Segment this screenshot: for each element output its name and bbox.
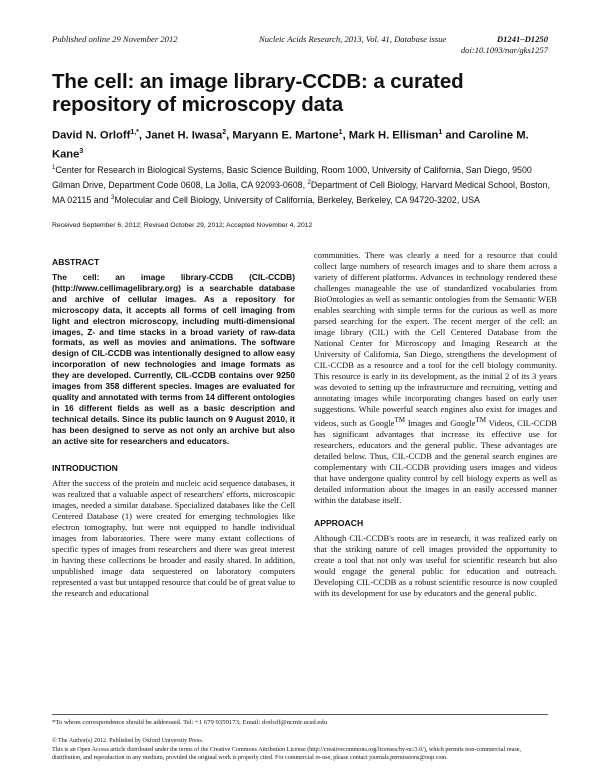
author-affiliation-mark: 2	[222, 129, 227, 136]
affiliation-text: Center for Research in Biological Systems, Basic Science Building, Room 1000, University of California, San Diego, 9500 Gilman Drive, Department Code 0608, La Jolla, CA 92093-0608,	[52, 164, 532, 190]
author-separator: ,	[226, 129, 233, 142]
footnote-divider	[52, 714, 548, 715]
introduction-continuation	[314, 250, 557, 506]
author-separator: ,	[342, 129, 349, 142]
page-range: D1241–D1250	[496, 34, 548, 44]
approach-text: Although CIL-CCDB's roots are in research, it was realized early on that the striking nature of cell images provided the opportunity to create a tool that not only was useful for scientific research but also would engage the general public for education and outreach. Developing CIL-CCDB as a robust scientific resource is now coupled with its development for use by educators and the general public.	[314, 532, 557, 598]
license-text: This is an Open Access article distributed under the terms of the Creative Commons Attribution License (http://creativecommons.org/licenses/by-nc/3.0/), which permits non-commercial reuse, distribution, and reproduction in any medium, provided the original work is properly cited. For commercial re-use, please contact journals.permissions@oup.com.	[52, 746, 521, 762]
submission-dates: Received September 6, 2012; Revised October 29, 2012; Accepted November 4, 2012	[52, 222, 313, 229]
author: Janet H. Iwasa	[145, 129, 223, 142]
approach-section	[314, 518, 557, 599]
copyright-line: © The Author(s) 2012. Published by Oxford University Press.	[52, 738, 204, 744]
correspondence-footnote: *To whom correspondence should be addressed. Tel: +1 679 9359173; Email: dorloff@ncmir.ucsd.edu	[52, 719, 328, 726]
introduction-section	[52, 463, 295, 599]
text-run: Videos, CIL-CCDB has significant advantages that increase its effective use for researchers, educators and the general public. These advantages are detailed below. Thus, CIL-CCDB and the general search engines are complementary with CIL-CCDB providing users images and videos that have undergone quality control by cell biology experts as well as detailed information about the images in an easily accessed manner within the database itself.	[314, 417, 558, 505]
approach-heading: APPROACH	[314, 517, 364, 528]
paper-title: The cell: an image library-CCDB: a curated repository of microscopy data	[52, 70, 464, 116]
affiliations	[52, 162, 552, 207]
author: Mark H. Ellisman	[348, 129, 439, 142]
doi: doi:10.1093/nar/gks1257	[460, 45, 548, 55]
abstract-heading: ABSTRACT	[52, 257, 100, 267]
text-run: Images and Google	[405, 417, 476, 428]
author-separator: ,	[138, 129, 146, 142]
text-run: communities. There was clearly a need for a resource that could collect large numbers of research images and to share them across a variety of different platforms. Advances in technology rendered these challenges manageable the use of standardized vocabularies from BioOntologies as well as semantic ontologies from the Semantic WEB enables searching with simple terms for the curious as well as more parsed searching for the expert. The recent merger of the cell: an image library (CIL) with the Cell Centered Database from the National Center for Microscopy and Imaging Research at the University of California, San Diego, strengthens the development of CIL-CCDB as a resource and a tool for the cell biology community. This resource is early in its development, as the initial 2 of its 3 years was devoted to setting up the infrastructure and recruiting, vetting and annotating images while incorporating changes based on early user suggestions. While powerful search engines also exist for images and videos, such as Google	[314, 250, 557, 428]
affiliation-text: Molecular and Cell Biology, University of California, Berkeley, Berkeley, CA 94720-3202, USA	[114, 194, 480, 205]
abstract-text: The cell: an image library-CCDB (CIL-CCDB) (http://www.cellimagelibrary.org) is a searchable database and archive of cellular images. As a repository for microscopy data, it accepts all forms of cell imaging from light and electron microscopy, including multi-dimensional images, Z- and time stacks in a broad variety of raw-data formats, as well as movies and animations. The software design of CIL-CCDB was intentionally designed to allow easy incorporation of new technologies and image formats as they are developed. Currently, CIL-CCDB contains over 9250 images from 358 different species. Images are evaluated for quality and annotated with terms from 14 different ontologies in 16 different fields as well as a basic description and technical details. Since its public launch on 9 August 2010, it has been designed to serve as not only an archive but also an active site for researchers and educators.	[52, 272, 295, 446]
introduction-text: After the success of the protein and nucleic acid sequence databases, it was realized that a valuable aspect of researchers' efforts, microscopic images, needed a similar database. Specialized databases like the Cell Centered Database (1) were created for emerging technologies like electron tomography, but were not equipped to handle individual images from laboratories. There were many extant collections of specific types of images from researchers and there was great interest in having these collections be broader and easily shared. In addition, unpublished image data sequestered on laboratory computers represented a vast but untapped resource that could be of great value to the research and educational	[52, 477, 296, 598]
affiliation-number: 3	[111, 194, 115, 201]
trademark-mark: TM	[394, 416, 406, 424]
affiliation-text: Department of Cell Biology, Harvard Medical School, Boston, MA 02115 and	[52, 179, 550, 205]
author-affiliation-mark: 1	[438, 129, 443, 136]
affiliation-number: 2	[307, 179, 311, 186]
copyright-notice	[52, 737, 548, 763]
journal-citation: Nucleic Acids Research, 2013, Vol. 41, Database issue	[259, 34, 447, 44]
trademark-mark: TM	[475, 416, 487, 424]
author-affiliation-mark: 3	[79, 147, 84, 155]
author-separator: and	[442, 129, 469, 142]
published-date: Published online 29 November 2012	[52, 34, 178, 44]
page-range-doi	[461, 34, 548, 56]
author: Caroline M. Kane	[52, 129, 529, 161]
author: Maryann E. Martone	[232, 129, 339, 142]
author-affiliation-mark: 1,*	[130, 129, 139, 136]
left-column	[52, 257, 295, 599]
introduction-heading: INTRODUCTION	[52, 462, 118, 473]
author: David N. Orloff	[52, 129, 131, 142]
author-affiliation-mark: 1	[338, 129, 343, 136]
right-column	[314, 250, 557, 599]
affiliation-number: 1	[52, 165, 56, 171]
author-list	[52, 125, 552, 162]
